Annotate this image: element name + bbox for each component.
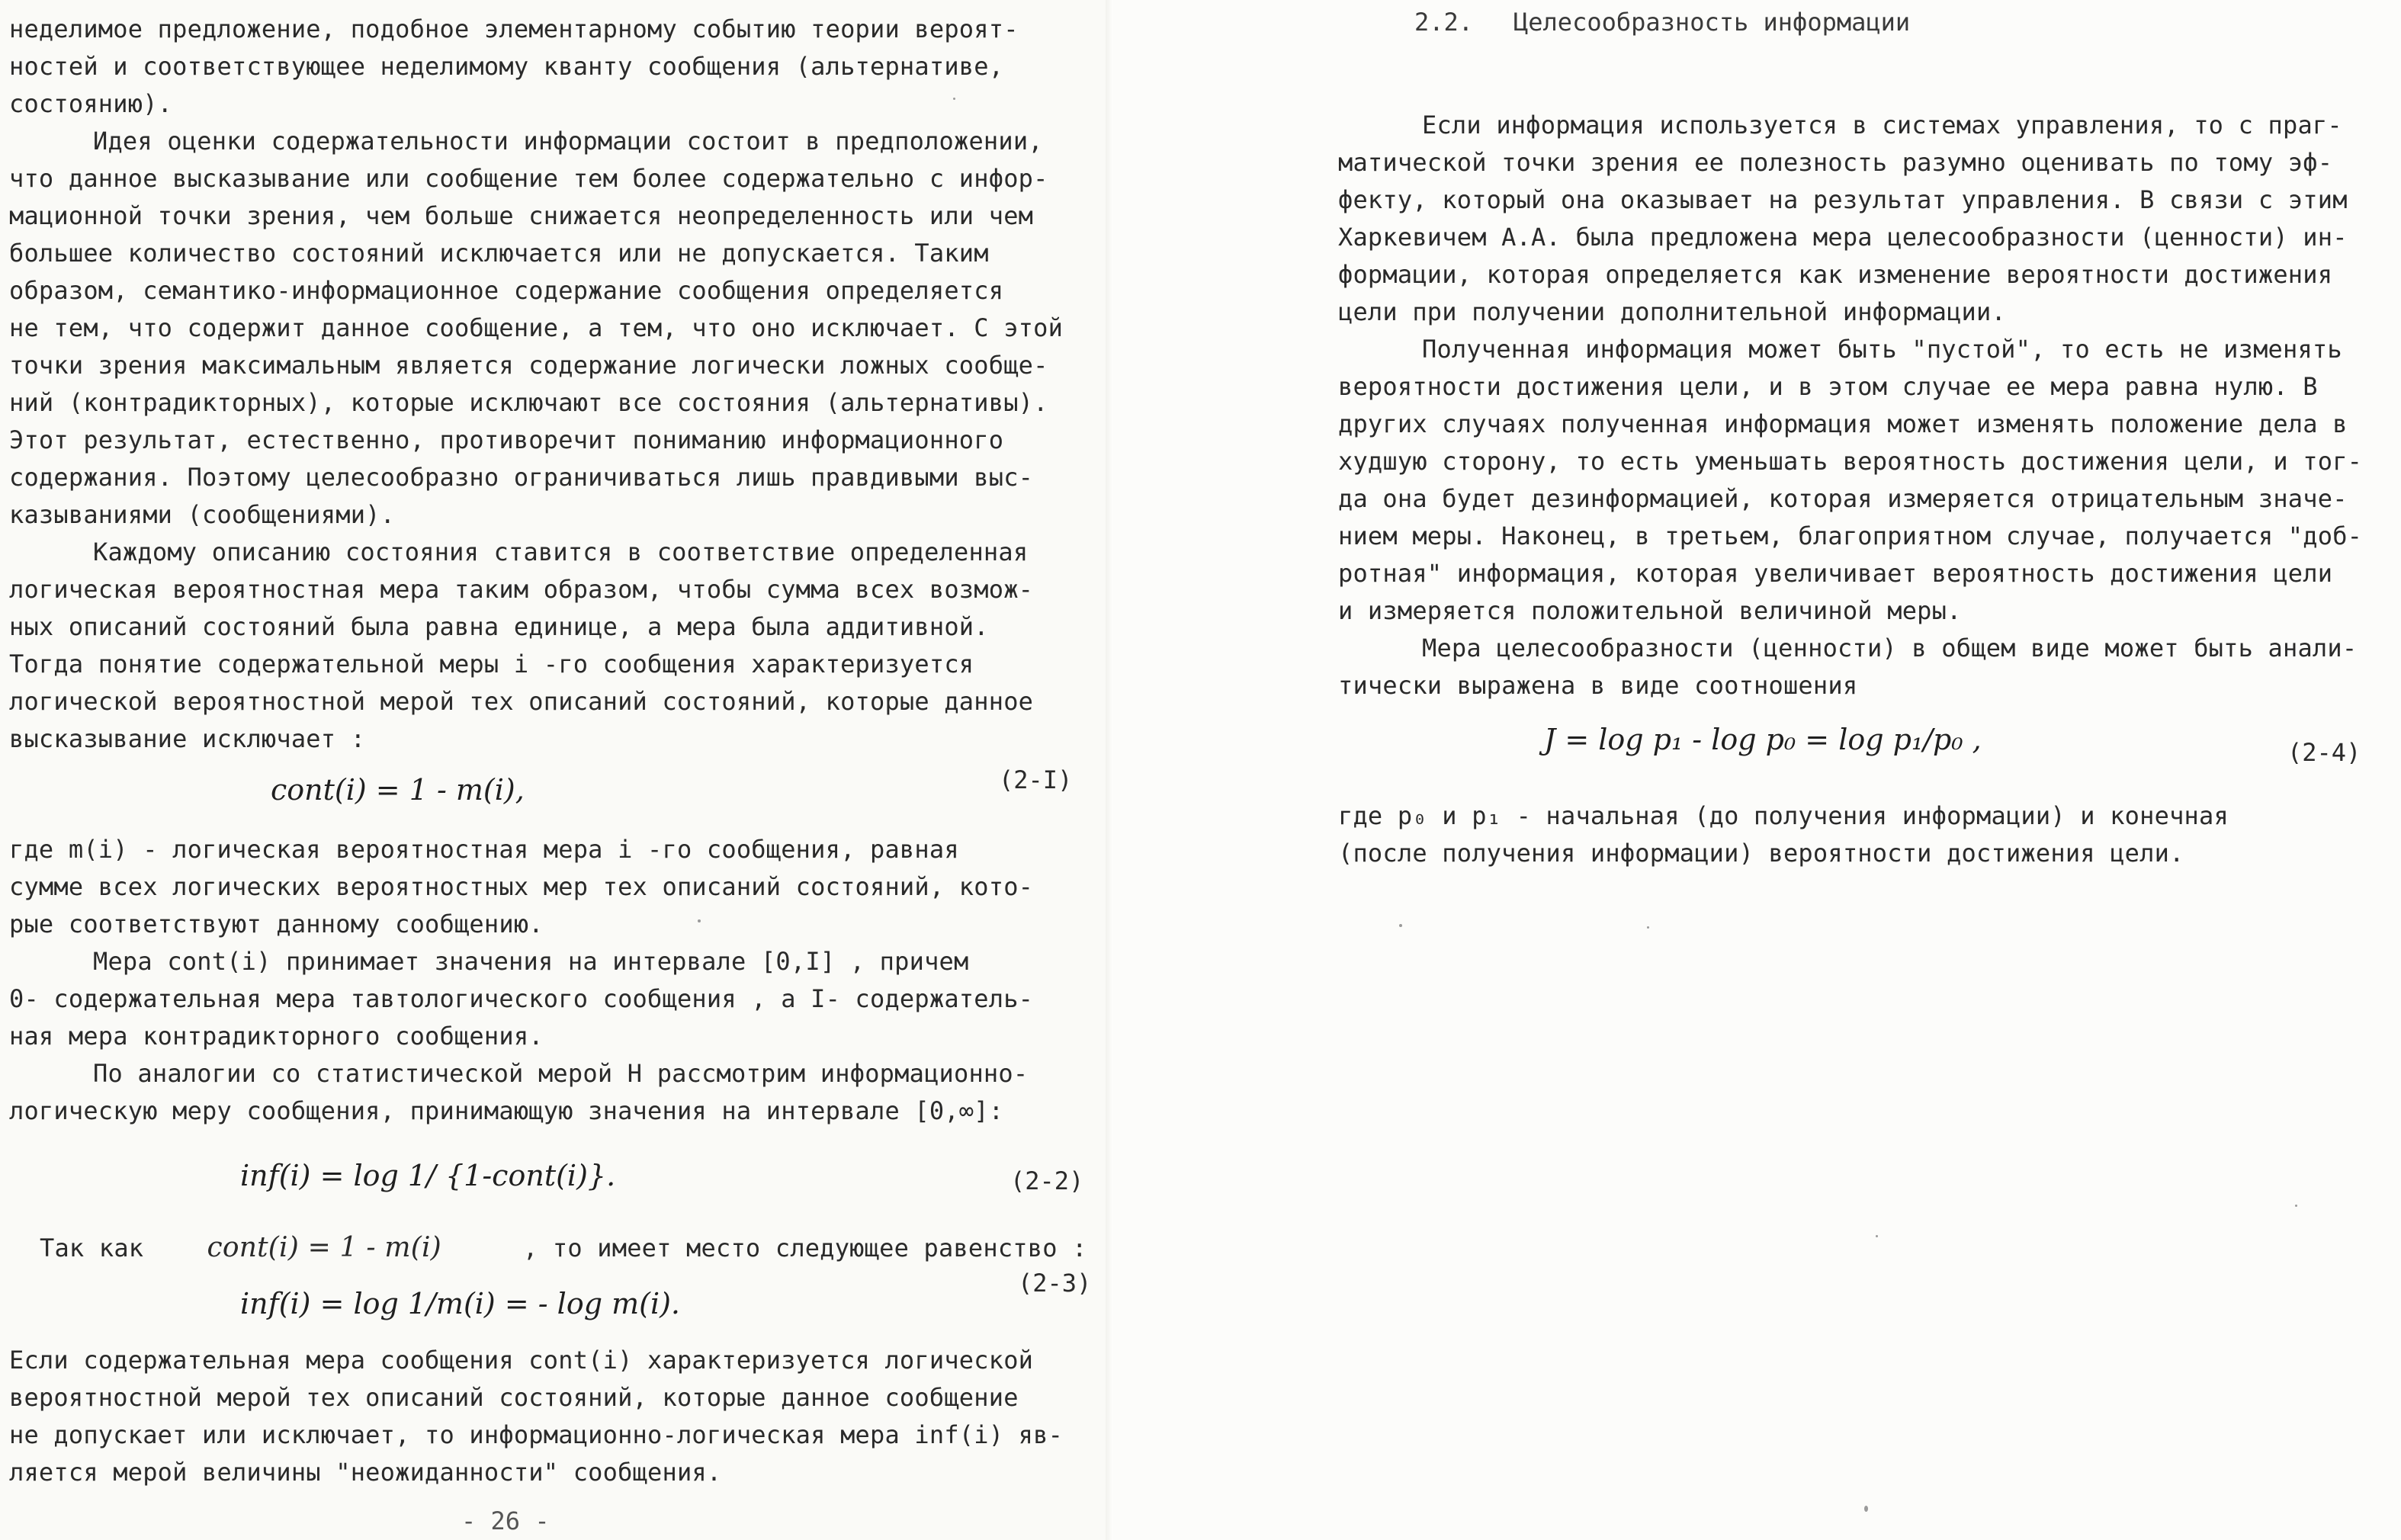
text-line: цели при получении дополнительной информации. <box>1338 297 2006 326</box>
equation-2-4: J = log p₁ - log p₀ = log p₁/p₀ , <box>1544 723 1982 756</box>
text-line: Тогда понятие содержательной меры i -го сообщения характеризуется <box>9 650 974 679</box>
equation-2-1: cont(i) = 1 - m(i), <box>271 773 525 807</box>
text-line: Если содержательная мера сообщения cont(i) характеризуется логической <box>9 1346 1034 1375</box>
section-number: 2.2. <box>1414 8 1474 37</box>
equation-2-3: inf(i) = log 1/m(i) = - log m(i). <box>240 1287 681 1320</box>
text-line: да она будет дезинформацией, которая измеряется отрицательным значе- <box>1338 484 2348 513</box>
text-line: неделимое предложение, подобное элементарному событию теории вероят- <box>9 14 1019 43</box>
text-line: где m(i) - логическая вероятностная мера i -го сообщения, равная <box>9 835 959 864</box>
equation-2-2: inf(i) = log 1/ {1-cont(i)}. <box>240 1159 616 1192</box>
equation-number-2-4: (2-4) <box>2287 738 2361 767</box>
text-line: сумме всех логических вероятностных мер тех описаний состояний, кото- <box>9 872 1034 901</box>
left-paragraph-block-3 <box>9 1342 1092 1491</box>
text-line: где p₀ и p₁ - начальная (до получения информации) и конечная <box>1338 801 2229 830</box>
text-line: мационной точки зрения, чем больше снижается неопределенность или чем <box>9 201 1034 230</box>
text-line: тически выражена в виде соотношения <box>1338 671 1858 700</box>
text-line: матической точки зрения ее полезность разумно оценивать по тому эф- <box>1338 148 2333 177</box>
text-line: ная мера контрадикторного сообщения. <box>9 1022 544 1051</box>
section-heading <box>1414 8 1910 37</box>
left-paragraph-block-1 <box>9 11 1092 758</box>
text-line: Если информация используется в системах управления, то с праг- <box>1422 111 2342 140</box>
text-line: не допускает или исключает, то информационно-логическая мера inf(i) яв- <box>9 1420 1064 1449</box>
equation-number-2-3: (2-3) <box>1018 1269 1092 1298</box>
section-title: Целесообразность информации <box>1513 8 1911 37</box>
text-line: (после получения информации) вероятности достижения цели. <box>1338 839 2184 868</box>
text-line: фекту, который она оказывает на результат управления. В связи с этим <box>1338 185 2348 214</box>
equation-2-3-intro <box>9 1229 1092 1267</box>
equation-number-2-2: (2-2) <box>1010 1166 1084 1195</box>
scan-speck <box>2295 1205 2297 1207</box>
text-line: ных описаний состояний была равна единице, а мера была аддитивной. <box>9 612 989 641</box>
intro-formula: cont(i) = 1 - m(i) <box>207 1232 441 1263</box>
text-line: Мера cont(i) принимает значения на интервале [0,I] , причем <box>93 947 969 976</box>
text-line: ний (контрадикторных), которые исключают все состояния (альтернативы). <box>9 388 1048 417</box>
text-line: что данное высказывание или сообщение тем более содержательно с инфор- <box>9 164 1048 193</box>
text-line: содержания. Поэтому целесообразно ограничиваться лишь правдивыми выс- <box>9 463 1034 492</box>
intro-prefix: Так как <box>40 1234 144 1262</box>
text-line: большее количество состояний исключается или не допускается. Таким <box>9 239 989 268</box>
text-line: других случаях полученная информация может изменять положение дела в <box>1338 409 2348 438</box>
text-line: ляется мерой величины "неожиданности" сообщения. <box>9 1458 722 1487</box>
scan-speck <box>1864 1506 1868 1512</box>
right-paragraph-block-1 <box>1338 107 2375 704</box>
equation-number-2-1: (2-I) <box>999 765 1073 794</box>
text-line: Харкевичем А.А. была предложена мера целесообразности (ценности) ин- <box>1338 223 2348 252</box>
right-page <box>1113 0 2401 1540</box>
text-line: Идея оценки содержательности информации состоит в предположении, <box>93 127 1043 156</box>
text-line: 0- содержательная мера тавтологического сообщения , а I- содержатель- <box>9 984 1034 1013</box>
text-line: ностей и соответствующее неделимому кванту сообщения (альтернативе, <box>9 52 1004 81</box>
text-line: Каждому описанию состояния ставится в соответствие определенная <box>93 537 1029 566</box>
text-line: логическая вероятностная мера таким образом, чтобы сумма всех возмож- <box>9 575 1034 604</box>
text-line: формации, которая определяется как изменение вероятности достижения <box>1338 260 2333 289</box>
text-line: По аналогии со статистической мерой H рассмотрим информационно- <box>93 1059 1029 1088</box>
text-line: вероятностной мерой тех описаний состояний, которые данное сообщение <box>9 1383 1019 1412</box>
left-page <box>0 0 1113 1540</box>
right-paragraph-block-2 <box>1338 797 2375 872</box>
scan-speck <box>953 98 955 100</box>
scan-speck <box>698 919 701 922</box>
text-line: образом, семантико-информационное содержание сообщения определяется <box>9 276 1004 305</box>
text-line: Мера целесообразности (ценности) в общем виде может быть анали- <box>1422 634 2358 663</box>
text-line: казываниями (сообщениями). <box>9 500 396 529</box>
left-paragraph-block-2 <box>9 831 1092 1130</box>
text-line: и измеряется положительной величиной меры. <box>1338 596 1962 625</box>
text-line: ротная" информация, которая увеличивает вероятность достижения цели <box>1338 559 2333 588</box>
text-line: Этот результат, естественно, противоречит пониманию информационного <box>9 425 1004 454</box>
scan-speck <box>1647 926 1649 929</box>
page-number: - 26 - <box>461 1506 550 1535</box>
text-line: высказывание исключает : <box>9 724 366 753</box>
text-line: состоянию). <box>9 89 173 118</box>
scan-speck <box>1876 1235 1878 1237</box>
scan-speck <box>1399 924 1402 927</box>
text-line: рые соответствуют данному сообщению. <box>9 910 544 938</box>
text-line: нием меры. Наконец, в третьем, благоприятном случае, получается "доб- <box>1338 521 2363 550</box>
text-line: не тем, что содержит данное сообщение, а тем, что оно исключает. С этой <box>9 313 1064 342</box>
text-line: худшую сторону, то есть уменьшать вероятность достижения цели, и тог- <box>1338 447 2363 476</box>
text-line: Полученная информация может быть "пустой", то есть не изменять <box>1422 335 2342 364</box>
text-line: точки зрения максимальным является содержание логически ложных сообще- <box>9 351 1048 380</box>
text-line: логической вероятностной мерой тех описаний состояний, которые данное <box>9 687 1034 716</box>
intro-suffix: , то имеет место следующее равенство : <box>522 1234 1087 1262</box>
text-line: вероятности достижения цели, и в этом случае ее мера равна нулю. В <box>1338 372 2318 401</box>
text-line: логическую меру сообщения, принимающую значения на интервале [0,∞]: <box>9 1096 1004 1125</box>
